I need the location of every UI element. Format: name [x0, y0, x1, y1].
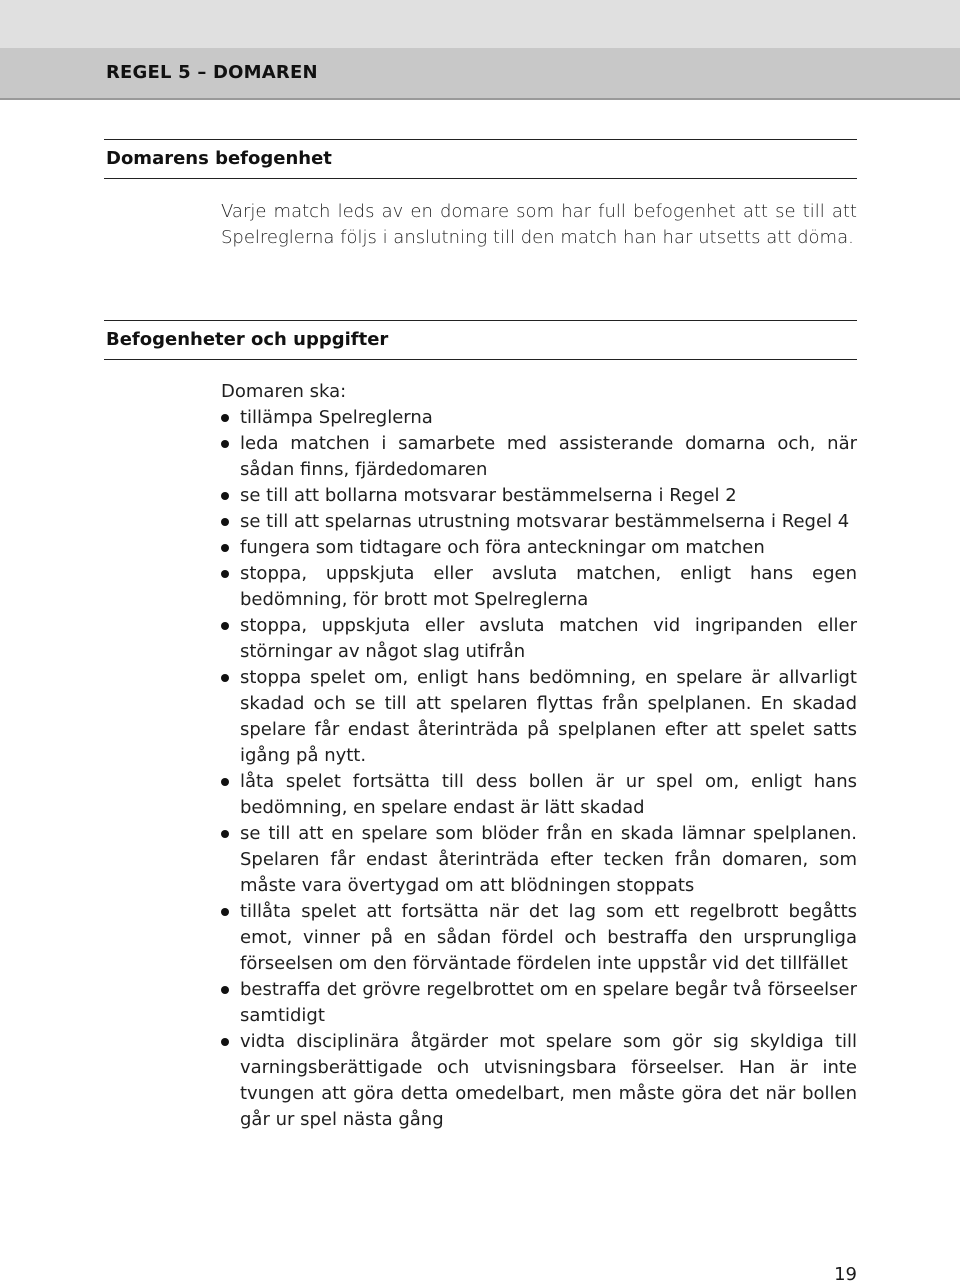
list-item-text: stoppa spelet om, enligt hans bedömning, en spelare är allvarligt skadad och se till att spelaren flyttas från spelplanen. En skadad spelare får endast återinträda på spelplanen efter att spelet satts igång på nytt. — [240, 667, 857, 766]
list-item — [221, 977, 857, 1029]
bullet-icon — [221, 674, 229, 682]
list-item — [221, 509, 857, 535]
list-item — [221, 769, 857, 821]
bullet-icon — [221, 830, 229, 838]
section-rule-top — [104, 320, 857, 321]
duties-list — [221, 405, 857, 1133]
bullet-icon — [221, 492, 229, 500]
list-item — [221, 561, 857, 613]
list-item — [221, 431, 857, 483]
list-item-text: vidta disciplinära åtgärder mot spelare som gör sig skyldiga till varningsberättigade och utvisningsbara förseelser. Han är inte tvungen att göra detta omedelbart, men måste göra det när bollen går ur spel nästa gång — [240, 1031, 857, 1130]
list-item-text: se till att bollarna motsvarar bestämmelserna i Regel 2 — [240, 485, 737, 506]
page-number: 19 — [834, 1264, 857, 1285]
bullet-icon — [221, 622, 229, 630]
section-title-authority: Domarens befogenhet — [106, 148, 332, 169]
list-item — [221, 821, 857, 899]
list-item — [221, 613, 857, 665]
list-item-text: stoppa, uppskjuta eller avsluta matchen vid ingripanden eller störningar av något slag utifrån — [240, 615, 857, 662]
list-item — [221, 665, 857, 769]
section-rule-top — [104, 139, 857, 140]
bullet-icon — [221, 570, 229, 578]
bullet-icon — [221, 414, 229, 422]
bullet-icon — [221, 440, 229, 448]
bullet-icon — [221, 778, 229, 786]
list-item — [221, 535, 857, 561]
section-rule-bottom — [104, 359, 857, 360]
chapter-title: REGEL 5 – DOMAREN — [106, 62, 318, 83]
list-item — [221, 405, 857, 431]
list-item-text: tillåta spelet att fortsätta när det lag som ett regelbrott begåtts emot, vinner på en sådan fördel och bestraffa den ursprungliga förseelsen om den förväntade fördelen inte uppstår vid det tillfället — [240, 901, 857, 974]
bullet-icon — [221, 544, 229, 552]
list-item — [221, 899, 857, 977]
list-item-text: fungera som tidtagare och föra anteckningar om matchen — [240, 537, 765, 558]
bullet-icon — [221, 1038, 229, 1046]
section-title-duties: Befogenheter och uppgifter — [106, 329, 389, 350]
list-item-text: låta spelet fortsätta till dess bollen är ur spel om, enligt hans bedömning, en spelare endast är lätt skadad — [240, 771, 857, 818]
bullet-icon — [221, 986, 229, 994]
list-item — [221, 483, 857, 509]
list-item-text: tillämpa Spelreglerna — [240, 407, 433, 428]
list-item — [221, 1029, 857, 1133]
list-item-text: bestraffa det grövre regelbrottet om en spelare begår två förseelser samtidigt — [240, 979, 857, 1026]
duties-intro: Domaren ska: — [221, 381, 347, 402]
section-rule-bottom — [104, 178, 857, 179]
authority-paragraph: Varje match leds av en domare som har full befogenhet att se till att Spelreglerna följs i anslutning till den match han har utsetts att döma. — [221, 201, 857, 248]
bullet-icon — [221, 908, 229, 916]
bullet-icon — [221, 518, 229, 526]
chapter-header-band — [0, 0, 960, 100]
list-item-text: se till att en spelare som blöder från en skada lämnar spelplanen. Spelaren får endast återinträda efter tecken från domaren, som måste vara övertygad om att blödningen stoppats — [240, 823, 857, 896]
list-item-text: se till att spelarnas utrustning motsvarar bestämmelserna i Regel 4 — [240, 511, 850, 532]
list-item-text: stoppa, uppskjuta eller avsluta matchen, enligt hans egen bedömning, för brott mot Spelreglerna — [240, 563, 857, 610]
list-item-text: leda matchen i samarbete med assisterande domarna och, när sådan finns, fjärdedomaren — [240, 433, 857, 480]
